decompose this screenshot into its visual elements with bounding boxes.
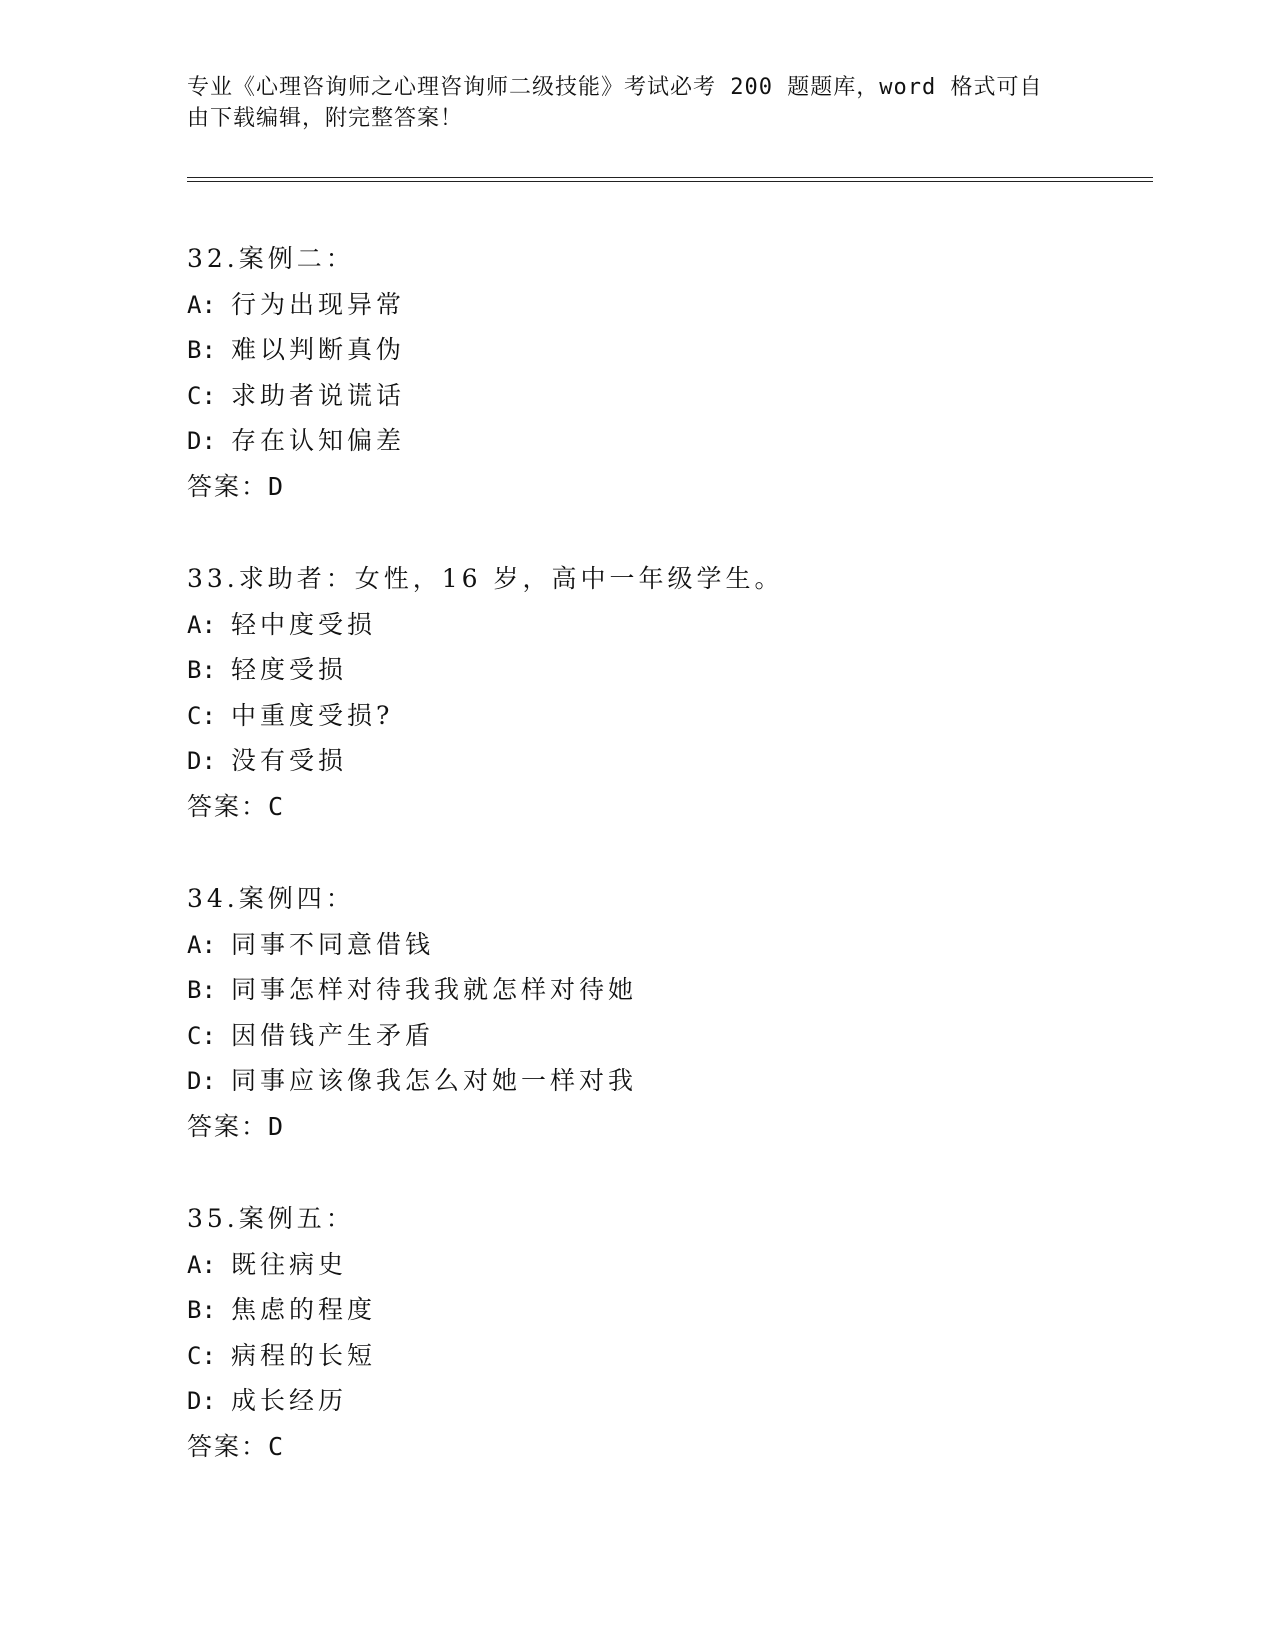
option-letter: C:: [187, 1341, 216, 1370]
option-d: [187, 1058, 1167, 1104]
question-33: [187, 556, 1167, 829]
question-34: [187, 876, 1167, 1149]
option-letter: A:: [187, 610, 216, 639]
answer-line: [187, 1424, 1167, 1470]
option-letter: C:: [187, 1021, 216, 1050]
answer-value: D: [268, 1111, 284, 1141]
question-35: [187, 1196, 1167, 1469]
option-letter: C:: [187, 701, 216, 730]
option-text: 同事怎样对待我我就怎样对待她: [231, 975, 638, 1004]
option-b: [187, 327, 1167, 373]
option-text: 存在认知偏差: [231, 426, 406, 455]
option-letter: D:: [187, 747, 216, 775]
option-text: 病程的长短: [231, 1340, 377, 1370]
option-c: [187, 1013, 1167, 1059]
option-d: [187, 1378, 1167, 1424]
question-list: [187, 236, 1167, 1516]
answer-label: 答案：: [187, 471, 269, 501]
answer-label: 答案：: [187, 1431, 269, 1461]
answer-value: D: [268, 471, 284, 501]
option-c: [187, 693, 1167, 739]
option-text: 同事不同意借钱: [231, 929, 435, 959]
option-d: [187, 418, 1167, 464]
question-stem: 33.求助者：女性，16 岁，高中一年级学生。: [187, 564, 784, 593]
answer-label: 答案：: [187, 1111, 269, 1141]
option-letter: D:: [187, 1387, 216, 1415]
header-line-1: 专业《心理咨询师之心理咨询师二级技能》考试必考 200 题题库，word 格式可自: [187, 75, 1043, 100]
option-text: 中重度受损?: [231, 700, 394, 730]
answer-value: C: [268, 791, 284, 821]
option-text: 因借钱产生矛盾: [231, 1020, 435, 1050]
option-letter: C:: [187, 381, 216, 410]
answer-value: C: [268, 1431, 284, 1461]
option-a: [187, 1242, 1167, 1288]
option-letter: D:: [187, 1067, 216, 1095]
answer-line: [187, 1104, 1167, 1150]
option-letter: A:: [187, 930, 216, 959]
document-header: [187, 72, 1087, 134]
option-text: 轻度受损: [231, 655, 348, 684]
question-stem: 32.案例二：: [187, 244, 355, 273]
option-text: 没有受损: [231, 746, 348, 775]
option-a: [187, 282, 1167, 328]
option-letter: D:: [187, 427, 216, 455]
option-text: 求助者说谎话: [231, 380, 406, 410]
option-text: 同事应该像我怎么对她一样对我: [231, 1066, 638, 1095]
option-c: [187, 1333, 1167, 1379]
option-letter: B:: [187, 336, 216, 364]
option-text: 轻中度受损: [231, 609, 377, 639]
option-b: [187, 647, 1167, 693]
option-letter: A:: [187, 290, 216, 319]
question-32: [187, 236, 1167, 509]
option-letter: B:: [187, 656, 216, 684]
option-a: [187, 602, 1167, 648]
header-line-2: 由下载编辑，附完整答案！: [187, 106, 464, 131]
header-double-rule: [187, 177, 1153, 182]
option-letter: B:: [187, 1296, 216, 1324]
question-stem: 35.案例五：: [187, 1204, 355, 1233]
option-d: [187, 738, 1167, 784]
answer-line: [187, 784, 1167, 830]
option-text: 行为出现异常: [231, 289, 406, 319]
option-letter: A:: [187, 1250, 216, 1279]
option-c: [187, 373, 1167, 419]
answer-line: [187, 464, 1167, 510]
option-text: 既往病史: [231, 1249, 348, 1279]
option-text: 成长经历: [231, 1386, 348, 1415]
option-text: 难以判断真伪: [231, 335, 406, 364]
option-text: 焦虑的程度: [231, 1295, 377, 1324]
option-b: [187, 1287, 1167, 1333]
answer-label: 答案：: [187, 791, 269, 821]
question-stem: 34.案例四：: [187, 884, 355, 913]
option-letter: B:: [187, 976, 216, 1004]
option-b: [187, 967, 1167, 1013]
option-a: [187, 922, 1167, 968]
